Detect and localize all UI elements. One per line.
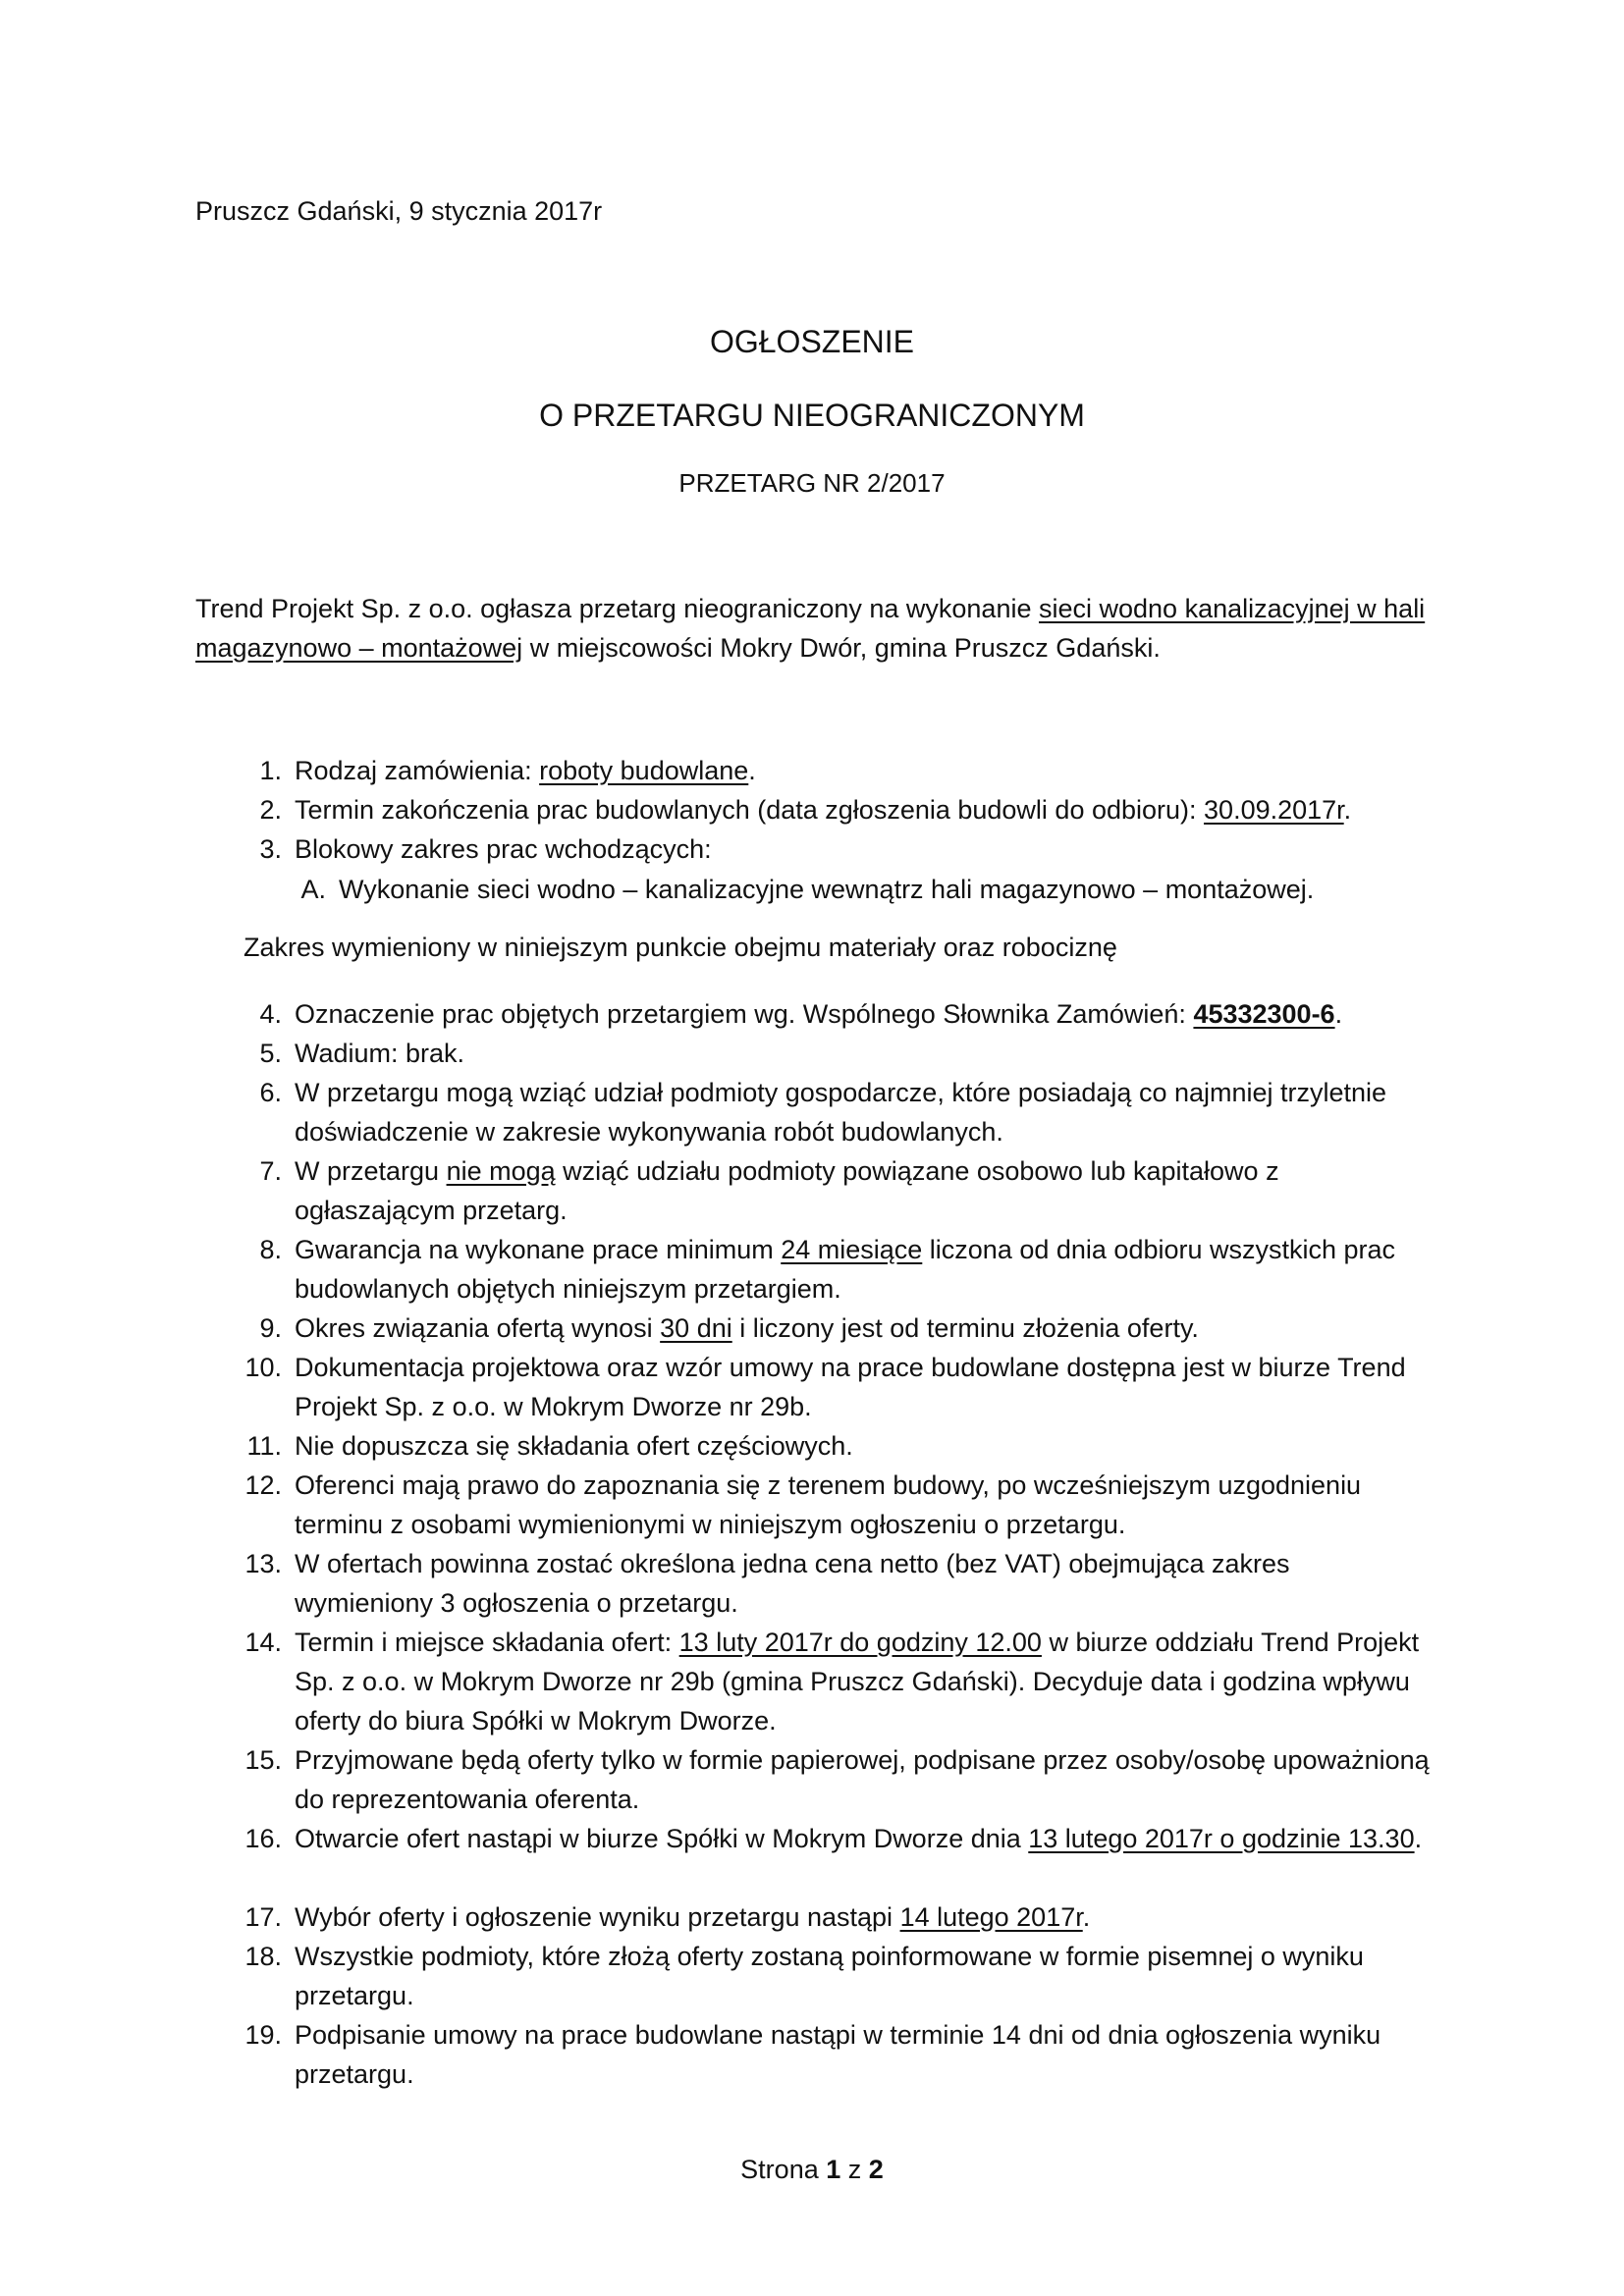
footer-label: Strona: [740, 2155, 827, 2184]
item-text-end: .: [1414, 1824, 1423, 1853]
item-text-end: .: [1343, 795, 1352, 825]
item-text: Wszystkie podmioty, które złożą oferty zostaną poinformowane w formie pisemnej o wyniku przetargu.: [295, 1942, 1364, 2010]
item-underlined: 13 luty 2017r do godziny 12.00: [678, 1628, 1042, 1657]
item-number: 5.: [259, 1039, 282, 1068]
item-text: Blokowy zakres prac wchodzących:: [295, 834, 712, 864]
item-text: W przetargu mogą wziąć udział podmioty gospodarcze, które posiadają co najmniej trzyletnie doświadczenie w zakresie wykonywania robót budowlanych.: [295, 1078, 1387, 1147]
item-underlined: nie mogą: [446, 1156, 556, 1186]
list-item: [259, 1230, 1434, 1308]
item-text: Otwarcie ofert nastąpi w biurze Spółki w Mokrym Dworze dnia: [295, 1824, 1029, 1853]
item-number: 16.: [244, 1824, 282, 1853]
item-number: 12.: [244, 1470, 282, 1500]
item-number: 7.: [259, 1156, 282, 1186]
item-underlined: 45332300-6: [1193, 999, 1335, 1029]
item-number: 17.: [244, 1902, 282, 1932]
item-number: 6.: [259, 1078, 282, 1107]
item-number: 13.: [244, 1549, 282, 1578]
current-page: 1: [826, 2155, 841, 2184]
item-underlined: 24 miesiące: [781, 1235, 923, 1264]
item-letter: A.: [300, 875, 326, 904]
intro-text-end: w miejscowości Mokry Dwór, gmina Pruszcz Gdański.: [522, 633, 1161, 663]
item-text: Rodzaj zamówienia:: [295, 756, 540, 785]
item-number: 3.: [259, 834, 282, 864]
item-underlined: 14 lutego 2017r: [899, 1902, 1083, 1932]
item-text: Oferenci mają prawo do zapoznania się z terenem budowy, po wcześniejszym uzgodnieniu terminu z osobami wymienionymi w niniejszym ogłoszeniu o przetargu.: [295, 1470, 1362, 1539]
item-underlined: 30 dni: [660, 1313, 732, 1343]
sub-list-item: [300, 870, 1419, 909]
scope-note: Zakres wymieniony w niniejszym punkcie obejmu materiały oraz robociznę: [244, 933, 1117, 962]
list-item: [259, 1073, 1434, 1151]
list-item: [259, 751, 1434, 790]
list-item: [259, 1308, 1434, 1348]
item-number: 11.: [246, 1431, 282, 1461]
list-item: [244, 1740, 1434, 1819]
list-item: [244, 2015, 1434, 2094]
item-text: Nie dopuszcza się składania ofert częściowych.: [295, 1431, 853, 1461]
item-text: Gwarancja na wykonane prace minimum: [295, 1235, 782, 1264]
item-text: Termin i miejsce składania ofert:: [295, 1628, 679, 1657]
total-pages: 2: [868, 2155, 884, 2184]
list-item: [259, 994, 1434, 1034]
intro-text: Trend Projekt Sp. z o.o. ogłasza przetarg nieograniczony na wykonanie: [195, 594, 1039, 623]
list-item: [244, 1348, 1434, 1426]
page-footer: [0, 2155, 1624, 2185]
item-text: Podpisanie umowy na prace budowlane nastąpi w terminie 14 dni od dnia ogłoszenia wyniku przetargu.: [295, 2020, 1381, 2089]
item-text-end: .: [1082, 1902, 1091, 1932]
item-number: 9.: [259, 1313, 282, 1343]
item-text: Oznaczenie prac objętych przetargiem wg. Wspólnego Słownika Zamówień:: [295, 999, 1194, 1029]
item-number: 2.: [259, 795, 282, 825]
item-number: 15.: [244, 1745, 282, 1775]
item-text: W przetargu: [295, 1156, 447, 1186]
document-title: OGŁOSZENIE: [709, 324, 915, 359]
list-item: [259, 1151, 1434, 1230]
item-underlined: 13 lutego 2017r o godzinie 13.30: [1028, 1824, 1415, 1853]
item-text: Wykonanie sieci wodno – kanalizacyjne wewnątrz hali magazynowo – montażowej.: [339, 875, 1315, 904]
list-item: [244, 1897, 1434, 1937]
list-item: [244, 1937, 1434, 2015]
item-text: Wadium: brak.: [295, 1039, 465, 1068]
footer-separator: z: [840, 2155, 869, 2184]
item-text-end: .: [1334, 999, 1343, 1029]
list-item: [244, 1544, 1434, 1623]
tender-number: PRZETARG NR 2/2017: [678, 468, 946, 498]
item-text-end: liczona od dnia odbioru wszystkich prac budowlanych objętych niniejszym przetargiem.: [295, 1235, 1396, 1304]
list-item: [259, 829, 1434, 869]
item-text: Dokumentacja projektowa oraz wzór umowy na prace budowlane dostępna jest w biurze Trend Projekt Sp. z o.o. w Mokrym Dworze nr 29b.: [295, 1353, 1406, 1421]
item-text: Okres związania ofertą wynosi: [295, 1313, 661, 1343]
item-number: 14.: [244, 1628, 282, 1657]
intro-underlined: sieci wodno kanalizacyjnej w hali magazynowo – montażowej: [195, 594, 1426, 663]
list-item: [246, 1426, 1434, 1466]
list-item: [259, 1034, 1434, 1073]
item-number: 19.: [244, 2020, 282, 2050]
item-number: 10.: [244, 1353, 282, 1382]
item-number: 4.: [259, 999, 282, 1029]
intro-paragraph: [195, 589, 1433, 667]
place-date: Pruszcz Gdański, 9 stycznia 2017r: [195, 196, 603, 226]
item-number: 8.: [259, 1235, 282, 1264]
item-number: 1.: [259, 756, 282, 785]
item-number: 18.: [244, 1942, 282, 1971]
document-subtitle: O PRZETARGU NIEOGRANICZONYM: [539, 398, 1085, 433]
list-item: [244, 1623, 1434, 1740]
item-text: W ofertach powinna zostać określona jedna cena netto (bez VAT) obejmująca zakres wymieniony 3 ogłoszenia o przetargu.: [295, 1549, 1290, 1618]
item-text: Wybór oferty i ogłoszenie wyniku przetargu nastąpi: [295, 1902, 900, 1932]
item-underlined: roboty budowlane: [539, 756, 749, 785]
item-text: Termin zakończenia prac budowlanych (data zgłoszenia budowli do odbioru):: [295, 795, 1205, 825]
item-underlined: 30.09.2017r: [1204, 795, 1344, 825]
item-text-end: wziąć udziału podmioty powiązane osobowo lub kapitałowo z ogłaszającym przetarg.: [295, 1156, 1279, 1225]
list-item: [259, 790, 1434, 829]
item-text-end: i liczony jest od terminu złożenia oferty.: [731, 1313, 1199, 1343]
list-item: [244, 1466, 1434, 1544]
item-text-end: w biurze oddziału Trend Projekt Sp. z o.o. w Mokrym Dworze nr 29b (gmina Pruszcz Gdański). Decyduje data i godzina wpływu oferty do biura Spółki w Mokrym Dworze.: [295, 1628, 1420, 1735]
list-item: [244, 1819, 1434, 1858]
item-text-end: .: [748, 756, 756, 785]
item-text: Przyjmowane będą oferty tylko w formie papierowej, podpisane przez osoby/osobę upoważnioną do reprezentowania oferenta.: [295, 1745, 1430, 1814]
